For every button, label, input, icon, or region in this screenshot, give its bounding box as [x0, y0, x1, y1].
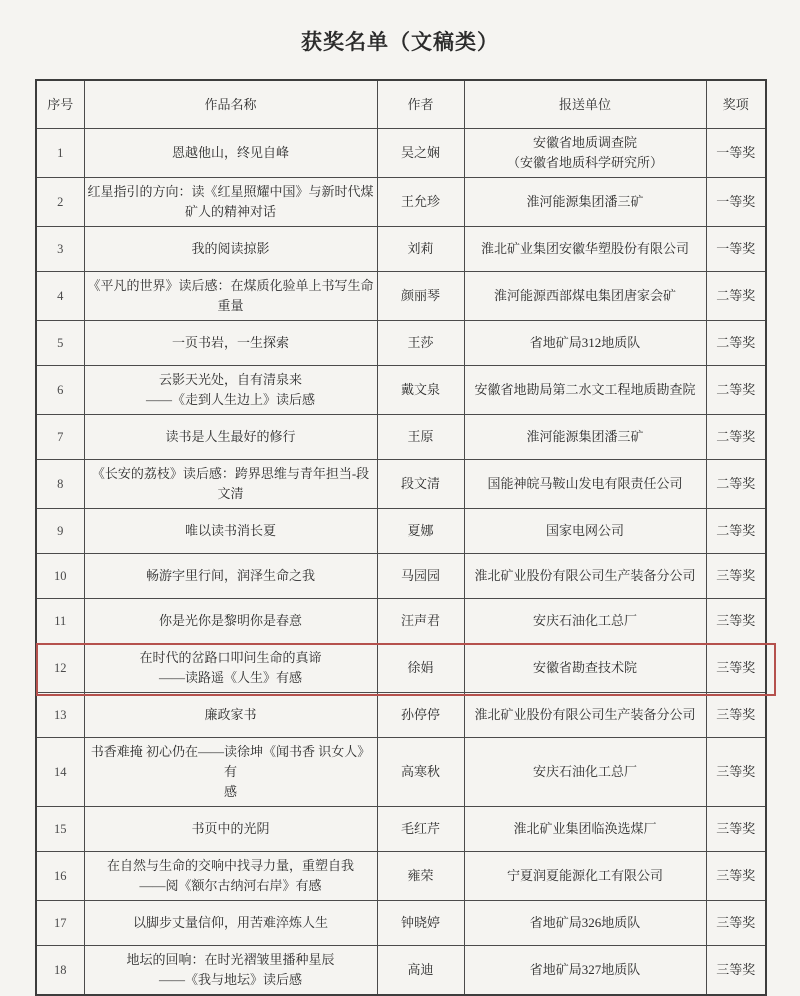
award-table-wrap — [35, 79, 765, 996]
cell-award: 一等奖 — [706, 178, 766, 227]
table-row — [36, 509, 766, 554]
cell-author: 钟晓婷 — [377, 901, 464, 946]
cell-unit: 淮河能源集团潘三矿 — [464, 178, 706, 227]
cell-author: 刘莉 — [377, 227, 464, 272]
cell-unit: 淮北矿业股份有限公司生产装备分公司 — [464, 554, 706, 599]
cell-author: 高寒秋 — [377, 738, 464, 807]
cell-work: 廉政家书 — [84, 693, 377, 738]
cell-award: 二等奖 — [706, 460, 766, 509]
award-table — [35, 79, 767, 996]
cell-author: 徐娟 — [377, 644, 464, 693]
table-row — [36, 901, 766, 946]
cell-work: 畅游字里行间，润泽生命之我 — [84, 554, 377, 599]
cell-work: 一页书岩，一生探索 — [84, 321, 377, 366]
cell-work: 《平凡的世界》读后感：在煤质化验单上书写生命 重量 — [84, 272, 377, 321]
cell-no: 15 — [36, 807, 84, 852]
cell-work: 云影天光处，自有清泉来 ——《走到人生边上》读后感 — [84, 366, 377, 415]
cell-no: 4 — [36, 272, 84, 321]
cell-award: 三等奖 — [706, 644, 766, 693]
cell-award: 三等奖 — [706, 852, 766, 901]
table-row — [36, 693, 766, 738]
cell-award: 三等奖 — [706, 946, 766, 996]
cell-award: 三等奖 — [706, 554, 766, 599]
table-row — [36, 946, 766, 996]
cell-author: 王莎 — [377, 321, 464, 366]
cell-unit: 省地矿局327地质队 — [464, 946, 706, 996]
cell-no: 3 — [36, 227, 84, 272]
cell-work: 红星指引的方向：读《红星照耀中国》与新时代煤 矿人的精神对话 — [84, 178, 377, 227]
cell-work: 在时代的岔路口叩问生命的真谛 ——读路遥《人生》有感 — [84, 644, 377, 693]
cell-unit: 安庆石油化工总厂 — [464, 599, 706, 644]
cell-award: 二等奖 — [706, 366, 766, 415]
cell-no: 16 — [36, 852, 84, 901]
cell-award: 一等奖 — [706, 227, 766, 272]
cell-unit: 国能神皖马鞍山发电有限责任公司 — [464, 460, 706, 509]
cell-no: 18 — [36, 946, 84, 996]
table-row — [36, 599, 766, 644]
cell-no: 14 — [36, 738, 84, 807]
cell-no: 7 — [36, 415, 84, 460]
cell-unit: 安庆石油化工总厂 — [464, 738, 706, 807]
header-cell-4: 奖项 — [706, 80, 766, 129]
table-row — [36, 807, 766, 852]
cell-no: 17 — [36, 901, 84, 946]
cell-work: 书页中的光阴 — [84, 807, 377, 852]
cell-author: 高迪 — [377, 946, 464, 996]
cell-author: 孙停停 — [377, 693, 464, 738]
cell-author: 王原 — [377, 415, 464, 460]
cell-award: 二等奖 — [706, 509, 766, 554]
table-row — [36, 129, 766, 178]
cell-award: 三等奖 — [706, 738, 766, 807]
cell-no: 6 — [36, 366, 84, 415]
cell-unit: 国家电网公司 — [464, 509, 706, 554]
header-cell-2: 作者 — [377, 80, 464, 129]
cell-award: 一等奖 — [706, 129, 766, 178]
cell-unit: 淮河能源集团潘三矿 — [464, 415, 706, 460]
cell-award: 二等奖 — [706, 321, 766, 366]
cell-author: 戴文泉 — [377, 366, 464, 415]
cell-no: 8 — [36, 460, 84, 509]
cell-author: 王允珍 — [377, 178, 464, 227]
cell-work: 以脚步丈量信仰，用苦难淬炼人生 — [84, 901, 377, 946]
header-cell-3: 报送单位 — [464, 80, 706, 129]
cell-author: 颜丽琴 — [377, 272, 464, 321]
cell-unit: 淮河能源西部煤电集团唐家会矿 — [464, 272, 706, 321]
cell-no: 1 — [36, 129, 84, 178]
table-row — [36, 460, 766, 509]
cell-award: 二等奖 — [706, 415, 766, 460]
award-table-body — [36, 129, 766, 996]
cell-unit: 安徽省勘查技术院 — [464, 644, 706, 693]
cell-author: 吴之娴 — [377, 129, 464, 178]
cell-unit: 省地矿局326地质队 — [464, 901, 706, 946]
page-title: 获奖名单（文稿类） — [301, 30, 499, 54]
table-row — [36, 738, 766, 807]
cell-award: 三等奖 — [706, 693, 766, 738]
cell-work: 地坛的回响：在时光褶皱里播种星辰 ——《我与地坛》读后感 — [84, 946, 377, 996]
table-row — [36, 554, 766, 599]
cell-award: 三等奖 — [706, 599, 766, 644]
cell-no: 9 — [36, 509, 84, 554]
cell-unit: 淮北矿业股份有限公司生产装备分公司 — [464, 693, 706, 738]
cell-no: 5 — [36, 321, 84, 366]
table-row — [36, 227, 766, 272]
cell-work: 读书是人生最好的修行 — [84, 415, 377, 460]
cell-author: 段文清 — [377, 460, 464, 509]
cell-unit: 淮北矿业集团临涣选煤厂 — [464, 807, 706, 852]
table-row — [36, 852, 766, 901]
cell-award: 三等奖 — [706, 807, 766, 852]
cell-unit: 宁夏润夏能源化工有限公司 — [464, 852, 706, 901]
cell-author: 夏娜 — [377, 509, 464, 554]
table-row — [36, 178, 766, 227]
cell-author: 马园园 — [377, 554, 464, 599]
cell-author: 汪声君 — [377, 599, 464, 644]
cell-work: 唯以读书消长夏 — [84, 509, 377, 554]
cell-unit: 安徽省地勘局第二水文工程地质勘查院 — [464, 366, 706, 415]
cell-unit: 淮北矿业集团安徽华塑股份有限公司 — [464, 227, 706, 272]
cell-no: 10 — [36, 554, 84, 599]
cell-no: 2 — [36, 178, 84, 227]
cell-work: 你是光你是黎明你是春意 — [84, 599, 377, 644]
cell-author: 毛红芹 — [377, 807, 464, 852]
cell-award: 三等奖 — [706, 901, 766, 946]
header-row — [36, 80, 766, 129]
cell-work: 在自然与生命的交响中找寻力量，重塑自我 ——阅《额尔古纳河右岸》有感 — [84, 852, 377, 901]
cell-work: 《长安的荔枝》读后感：跨界思维与青年担当-段文清 — [84, 460, 377, 509]
cell-unit: 安徽省地质调查院 （安徽省地质科学研究所） — [464, 129, 706, 178]
cell-work: 书香难掩 初心仍在——读徐坤《闻书香 识女人》有 感 — [84, 738, 377, 807]
cell-no: 12 — [36, 644, 84, 693]
cell-award: 二等奖 — [706, 272, 766, 321]
table-row — [36, 366, 766, 415]
header-cell-0: 序号 — [36, 80, 84, 129]
cell-no: 11 — [36, 599, 84, 644]
cell-work: 恩越他山，终见自峰 — [84, 129, 377, 178]
header-cell-1: 作品名称 — [84, 80, 377, 129]
cell-work: 我的阅读掠影 — [84, 227, 377, 272]
table-row — [36, 321, 766, 366]
cell-no: 13 — [36, 693, 84, 738]
cell-author: 雍荣 — [377, 852, 464, 901]
table-row — [36, 415, 766, 460]
table-row — [36, 644, 766, 693]
table-row — [36, 272, 766, 321]
cell-unit: 省地矿局312地质队 — [464, 321, 706, 366]
